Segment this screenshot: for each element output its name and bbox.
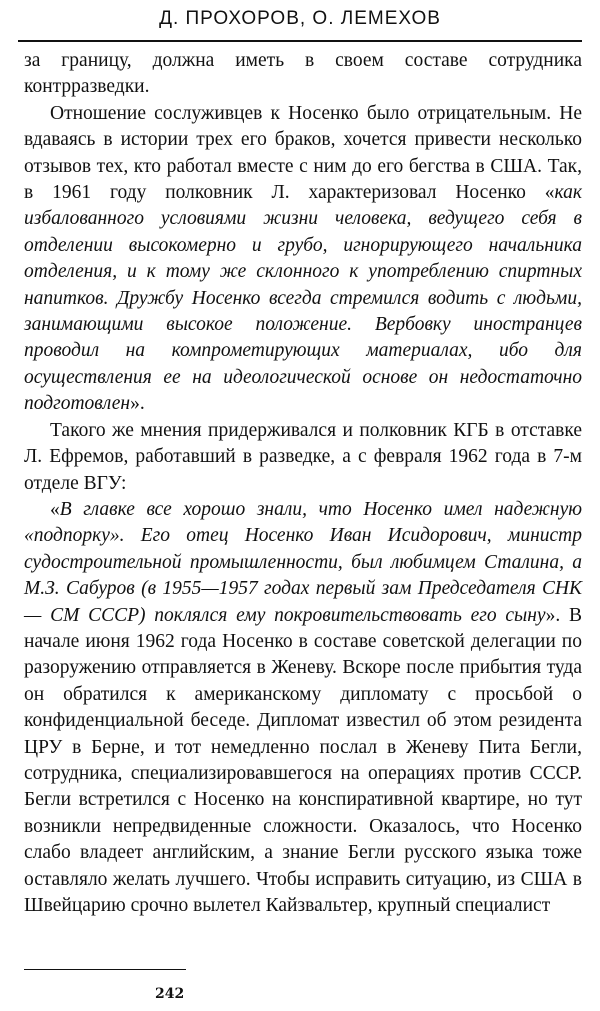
paragraph	[24, 418, 582, 497]
text-run: ».	[130, 393, 145, 415]
text-run: ». В начале июня 1962 года Носенко в составе советской делегации по разоружению отправляется в Женеву. Вскоре после прибытия туда он обратился к американскому дипломату с просьбой о конфиденциальной беседе. Дипломат известил об этом резидента ЦРУ в Берне, и тот немедленно послал в Женеву Пита Бегли, сотрудника, специализировавшегося на операциях против СССР. Бегли встретился с Носенко на конспиративной квартире, но тут возникли непредвиденные сложности. Оказалось, что Носенко слабо владеет английским, а знание Бегли русского языка тоже оставляло желать лучшего. Чтобы исправить ситуацию, из США в Швейцарию срочно вылетел Кайзвальтер, крупный специалист	[24, 604, 582, 916]
page-number: 242	[155, 986, 185, 1002]
header-rule	[18, 40, 582, 42]
text-run: Отношение сослуживцев к Носенко было отрицательным. Не вдаваясь в истории трех его браков, хочется привести несколько отзывов тех, кто работал вместе с ним до его бегства в США. Так, в 1961 году полковник Л. характеризовал Носенко «	[24, 102, 582, 204]
text-run: за границу, должна иметь в своем составе сотрудника контрразведки.	[24, 50, 582, 98]
italic-quote: как избалованного условиями жизни человека, ведущего себя в отделении высокомерно и грубо, игнорирующего начальника отделения, и к тому же склонного к употреблению спиртных напитков. Дружбу Носенко всегда стремился водить с людьми, занимающими высокое положение. Вербовку иностранцев проводил на компрометирующих материалах, ибо для осуществления ее на идеологической основе он недостаточно подготовлен	[24, 182, 582, 415]
text-run: «	[50, 498, 60, 520]
paragraph	[24, 48, 582, 101]
running-header: Д. ПРОХОРОВ, О. ЛЕМЕХОВ	[159, 8, 441, 29]
text-run: Такого же мнения придерживался и полковник КГБ в отставке Л. Ефремов, работавший в разведке, а с февраля 1962 года в 7-м отделе ВГУ:	[24, 419, 582, 494]
italic-quote: В главке все хорошо знали, что Носенко имел надежную «подпорку». Его отец Носенко Иван Исидорович, министр судостроительной промышленности, был любимцем Сталина, а М.З. Сабуров (в 1955—1957 годах первый зам Председателя СНК — СМ СССР) поклялся ему покровительствовать его сыну	[24, 498, 582, 626]
paragraph	[24, 497, 582, 920]
footer-rule	[24, 969, 186, 970]
body-text	[24, 48, 582, 919]
paragraph	[24, 101, 582, 418]
